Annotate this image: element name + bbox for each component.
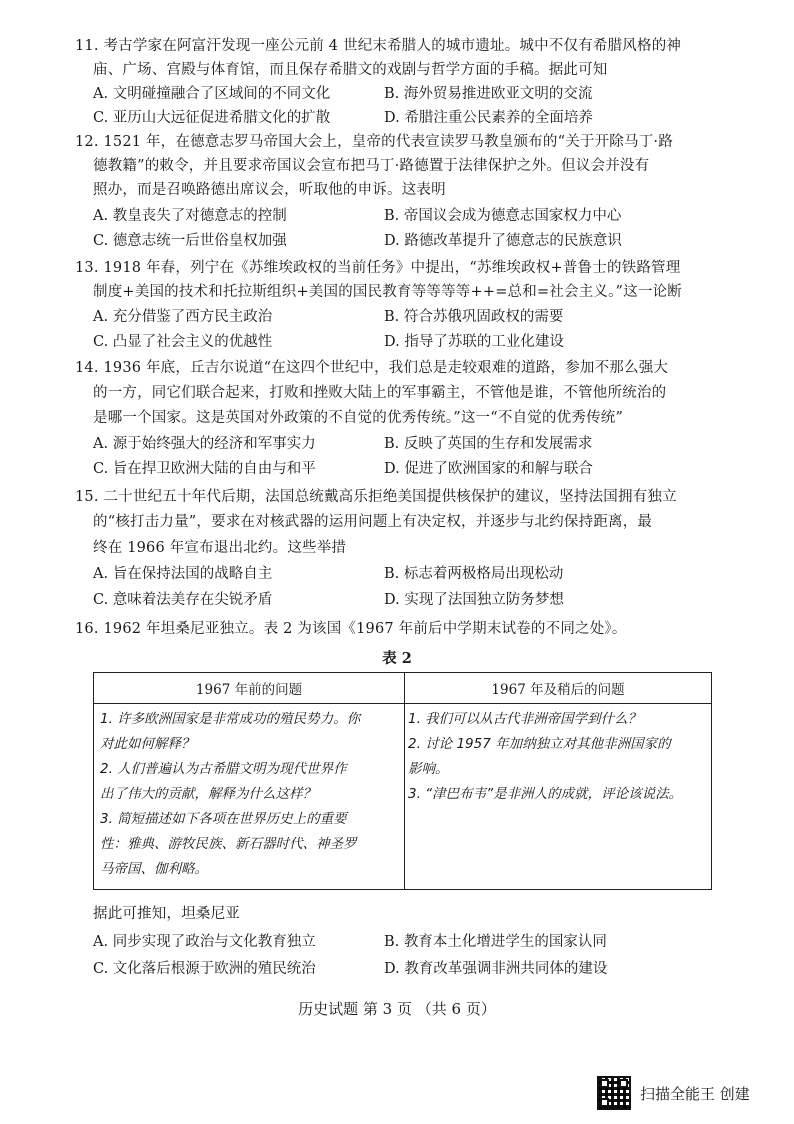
table-right-line-3: 影响。 [408,761,449,777]
question-12-stem-line-2: 德教籍”的敕令，并且要求帝国议会宣布把马丁·路德置于法律保护之外。但议会并没有 [93,158,650,174]
question-14-option-b: B. 反映了英国的生存和发展需求 [384,436,593,452]
question-12-option-d: D. 路德改革提升了德意志的民族意识 [384,233,622,249]
question-12-option-c: C. 德意志统一后世俗皇权加强 [93,233,287,249]
question-15-stem-line-2: 的“核打击力量”，要求在对核武器的运用问题上有决定权，并逐步与北约保持距离，最 [93,514,653,530]
question-16-option-d: D. 教育改革强调非洲共同体的建设 [384,961,608,977]
question-13-option-b: B. 符合苏俄巩固政权的需要 [384,309,564,325]
table-left-line-7: 马帝国、伽利略。 [100,861,208,877]
question-11-option-c: C. 亚历山大远征促进希腊文化的扩散 [93,110,331,126]
question-14-option-a: A. 源于始终强大的经济和军事实力 [93,436,316,452]
question-16-option-a: A. 同步实现了政治与文化教育独立 [93,934,316,950]
question-12-stem-line-3: 照办，而是召唤路德出席议会，听取他的申诉。这表明 [93,182,446,198]
table-right-line-4: 3. “津巴布韦”是非洲人的成就，评论该说法。 [408,786,683,802]
question-15-option-b: B. 标志着两极格局出现松动 [384,566,564,582]
table-left-line-2: 对此如何解释？ [100,736,195,752]
question-13-option-c: C. 凸显了社会主义的优越性 [93,334,273,350]
table-right-line-2: 2. 讨论 1957 年加纳独立对其他非洲国家的 [408,736,671,752]
question-11-stem-line-2: 庙、广场、宫殿与体育馆，而且保存希腊文的戏剧与哲学方面的手稿。据此可知 [93,62,608,78]
scanner-watermark: 扫描全能王 创建 [640,1085,750,1103]
question-12-option-b: B. 帝国议会成为德意志国家权力中心 [384,208,622,224]
question-14-stem-line-1: 14. 1936 年底，丘吉尔说道“在这四个世纪中，我们总是走较艰难的道路，参加不那么强大 [75,360,669,376]
question-13-stem-line-2: 制度+美国的技术和托拉斯组织+美国的国民教育等等等等++=总和=社会主义。”这一论断 [93,284,682,300]
question-15-stem-line-1: 15. 二十世纪五十年代后期，法国总统戴高乐拒绝美国提供核保护的建议，坚持法国拥有独立 [75,489,677,505]
question-16-option-b: B. 教育本土化增进学生的国家认同 [384,934,607,950]
table-left-line-4: 出了伟大的贡献，解释为什么这样？ [100,786,316,802]
table-right-line-1: 1. 我们可以从古代非洲帝国学到什么？ [408,711,642,727]
qr-code-icon [597,1076,631,1110]
question-14-stem-line-3: 是哪一个国家。这是英国对外政策的不自觉的优秀传统。”这一“不自觉的优秀传统” [93,410,624,426]
page-footer: 历史试题 第 3 页 （共 6 页） [298,1000,496,1018]
question-13-option-a: A. 充分借鉴了西方民主政治 [93,309,273,325]
table-header-divider [94,703,711,704]
question-11-option-d: D. 希腊注重公民素养的全面培养 [384,110,593,126]
question-15-stem-line-3: 终在 1966 年宣布退出北约。这些举措 [93,540,347,556]
question-11-stem-line-1: 11. 考古学家在阿富汗发现一座公元前 4 世纪末希腊人的城市遗址。城中不仅有希腊风格的神 [75,38,682,54]
question-16-stem: 16. 1962 年坦桑尼亚独立。表 2 为该国《1967 年前后中学期末试卷的不同之处》。 [75,621,627,637]
table-left-line-1: 1. 许多欧洲国家是非常成功的殖民势力。你 [100,711,361,727]
question-13-option-d: D. 指导了苏联的工业化建设 [384,334,564,350]
question-11-option-a: A. 文明碰撞融合了区域间的不同文化 [93,86,331,102]
table-left-line-6: 性：雅典、游牧民族、新石器时代、神圣罗 [100,836,357,852]
question-14-option-c: C. 旨在捍卫欧洲大陆的自由与和平 [93,461,316,477]
question-15-option-c: C. 意味着法美存在尖锐矛盾 [93,592,273,608]
question-14-stem-line-2: 的一方，同它们联合起来，打败和挫败大陆上的军事霸主，不管他是谁，不管他所统治的 [93,385,667,401]
table-header-right: 1967 年及稍后的问题 [491,682,625,698]
question-12-stem-line-1: 12. 1521 年，在德意志罗马帝国大会上，皇帝的代表宣读罗马教皇颁布的“关于开除马丁·路 [75,134,673,150]
table-left-line-3: 2. 人们普遍认为古希腊文明为现代世界作 [100,761,347,777]
question-12-option-a: A. 教皇丧失了对德意志的控制 [93,208,287,224]
question-14-option-d: D. 促进了欧洲国家的和解与联合 [384,461,593,477]
table-header-left: 1967 年前的问题 [195,682,303,698]
table-left-line-5: 3. 简短描述如下各项在世界历史上的重要 [100,811,347,827]
question-13-stem-line-1: 13. 1918 年春，列宁在《苏维埃政权的当前任务》中提出，“苏维埃政权+普鲁士的铁路管理 [75,260,681,276]
table-title: 表 2 [382,650,412,667]
question-16-option-c: C. 文化落后根源于欧洲的殖民统治 [93,961,316,977]
comparison-table [93,672,712,890]
question-15-option-a: A. 旨在保持法国的战略自主 [93,566,273,582]
question-11-option-b: B. 海外贸易推进欧亚文明的交流 [384,86,593,102]
table-column-divider [404,673,405,889]
question-16-prompt: 据此可推知，坦桑尼亚 [93,906,240,922]
question-15-option-d: D. 实现了法国独立防务梦想 [384,592,564,608]
